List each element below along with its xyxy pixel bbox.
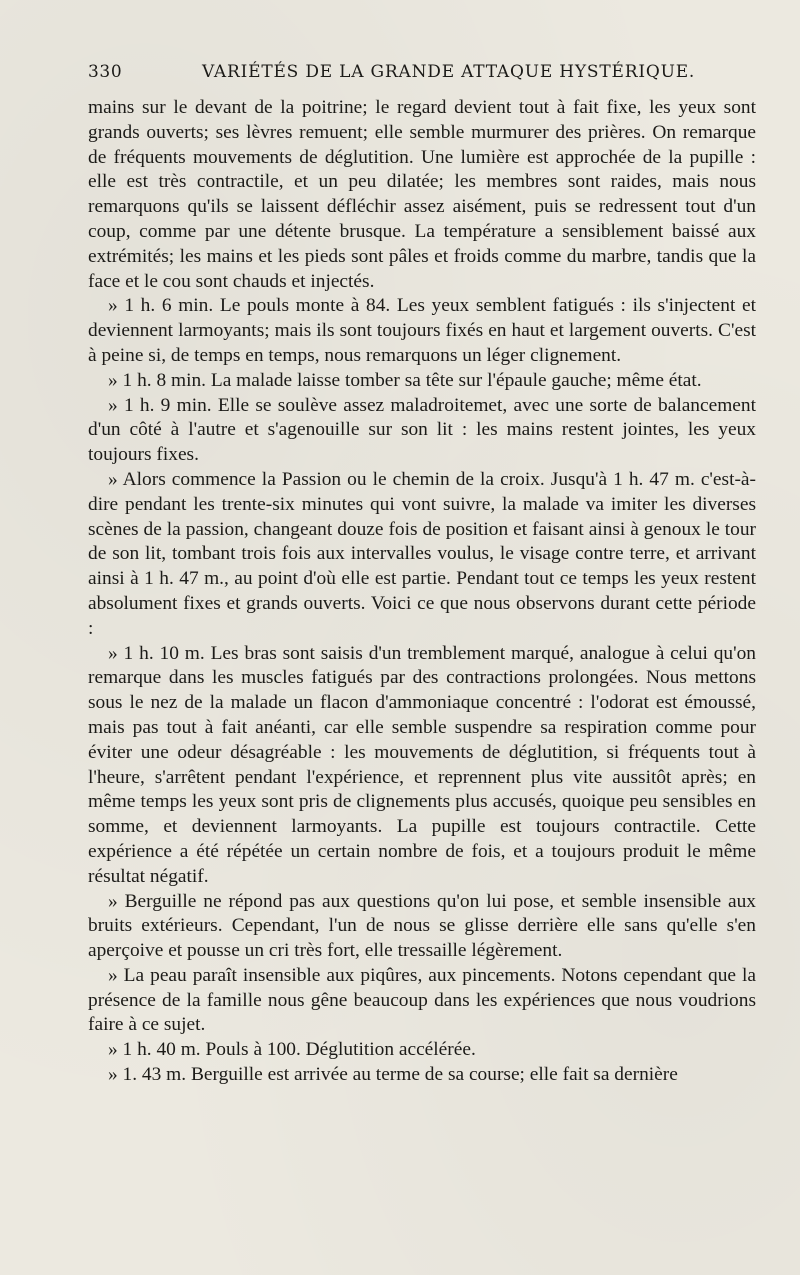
paragraph: mains sur le devant de la poitrine; le regard devient tout à fait fixe, les yeux sont grands ouverts; ses lèvres remuent; elle semble murmurer des prières. On remarque de fréquents mouvements de déglutition. Une lumière est approchée de la pupille : elle est très contractile, et un peu dilatée; les membres sont raides, mais nous remarquons qu'ils se laissent défléchir assez aisément, puis se redressent tout d'un coup, comme par une détente brusque. La température a sensiblement baissé aux extrémités; les mains et les pieds sont pâles et froids comme du marbre, tandis que la face et le cou sont chauds et injectés.	[88, 97, 756, 292]
body-text	[88, 96, 756, 1088]
paragraph: » Berguille ne répond pas aux questions qu'on lui pose, et semble insensible aux bruits extérieurs. Cependant, l'un de nous se glisse derrière elle sans qu'elle s'en aperçoive et pousse un cri très fort, elle tressaille légèrement.	[88, 890, 756, 962]
paragraph: » Alors commence la Passion ou le chemin de la croix. Jusqu'à 1 h. 47 m. c'est-à-dire pendant les trente-six minutes qui vont suivre, la malade va imiter les diverses scènes de la passion, changeant douze fois de position et faisant ainsi à genoux le tour de son lit, tombant trois fois aux intervalles voulus, le visage contre terre, et arrivant ainsi à 1 h. 47 m., au point d'où elle est partie. Pendant tout ce temps les yeux restent absolument fixes et grands ouverts. Voici ce que nous observons durant cette période :	[88, 468, 756, 639]
paragraph: » 1 h. 10 m. Les bras sont saisis d'un tremblement marqué, analogue à celui qu'on remarque dans les muscles fatigués par des contractions prolongées. Nous mettons sous le nez de la malade un flacon d'ammoniaque concentré : l'odorat est émoussé, mais pas tout à fait anéanti, car elle semble suspendre sa respiration comme pour éviter une odeur désagréable : les mouvements de déglutition, si fréquents tout à l'heure, s'arrêtent pendant l'expérience, et reprennent plus vite aussitôt après; en même temps les yeux sont pris de clignements plus accusés, quoique peu sensibles en somme, et deviennent larmoyants. La pupille est toujours contractile. Cette expérience a été répétée un certain nombre de fois, et a toujours produit le même résultat négatif.	[88, 642, 756, 887]
paragraph: » 1 h. 9 min. Elle se soulève assez maladroitemet, avec une sorte de balancement d'un côté à l'autre et s'agenouille sur son lit : les mains restent jointes, les yeux toujours fixes.	[88, 394, 756, 466]
paragraph: » 1 h. 40 m. Pouls à 100. Déglutition accélérée.	[108, 1039, 476, 1061]
paragraph: » 1. 43 m. Berguille est arrivée au terme de sa course; elle fait sa dernière	[108, 1064, 678, 1086]
paragraph: » 1 h. 6 min. Le pouls monte à 84. Les yeux semblent fatigués : ils s'injectent et deviennent larmoyants; mais ils sont toujours fixés en haut et largement ouverts. C'est à peine si, de temps en temps, nous remarquons un léger clignement.	[88, 295, 756, 366]
running-title: VARIÉTÉS DE LA GRANDE ATTAQUE HYSTÉRIQUE.	[202, 62, 696, 82]
paragraph: » 1 h. 8 min. La malade laisse tomber sa tête sur l'épaule gauche; même état.	[108, 369, 702, 391]
paragraph: » La peau paraît insensible aux piqûres, aux pincements. Notons cependant que la présence de la famille nous gêne beaucoup dans les expériences que nous voudrions faire à ce sujet.	[88, 964, 756, 1036]
page-number: 330	[88, 62, 123, 82]
running-head	[88, 62, 756, 96]
